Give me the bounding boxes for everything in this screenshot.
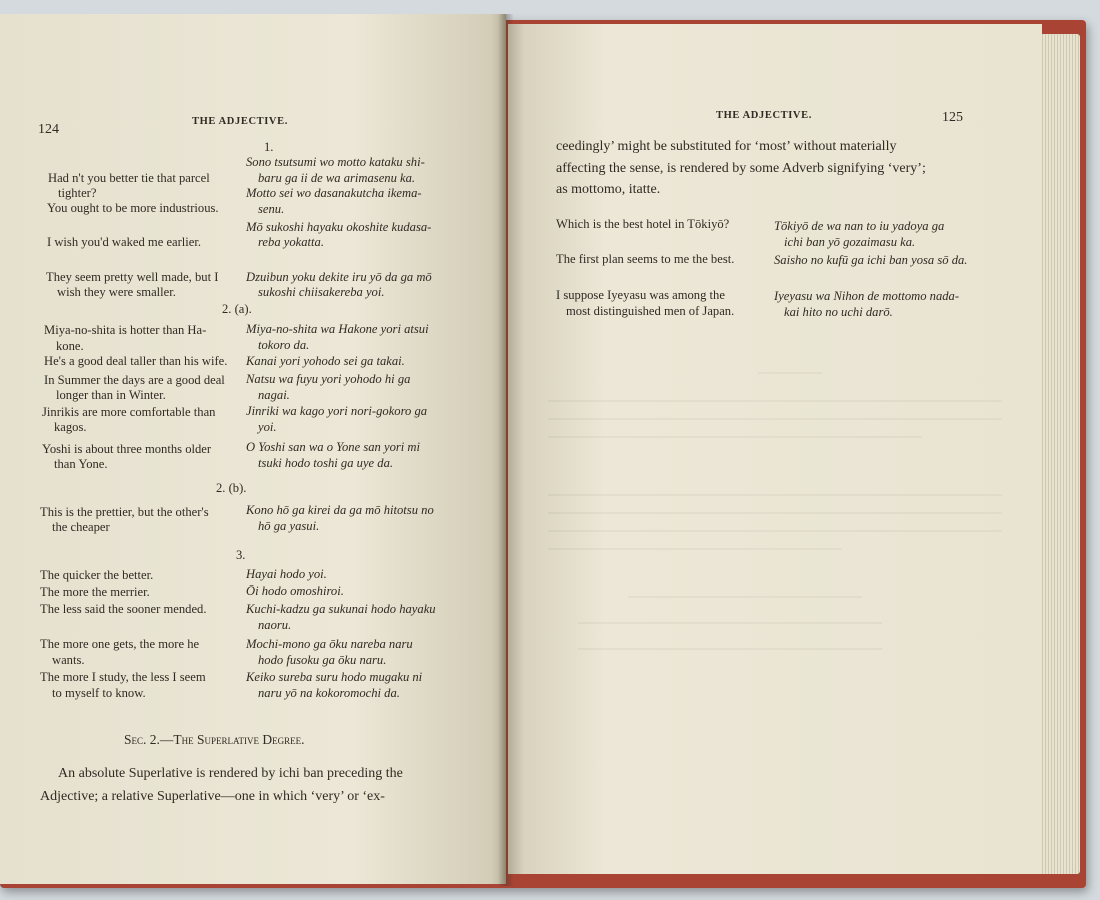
- example-japanese: ichi ban yō gozaimasu ka.: [784, 235, 916, 249]
- example-english: the cheaper: [52, 520, 110, 534]
- example-japanese: O Yoshi san wa o Yone san yori mi: [246, 440, 421, 454]
- example-english: than Yone.: [54, 457, 108, 471]
- example-japanese: naoru.: [258, 618, 292, 632]
- show-through: [548, 512, 1002, 514]
- example-english: You ought to be more industrious.: [47, 201, 219, 215]
- example-english: The first plan seems to me the best.: [556, 252, 735, 266]
- example-japanese: Miya-no-shita wa Hakone yori atsui: [246, 322, 429, 336]
- example-japanese: Keiko sureba suru hodo mugaku ni: [246, 670, 423, 684]
- example-english: Which is the best hotel in Tōkiyō?: [556, 217, 730, 231]
- show-through: [548, 548, 842, 550]
- show-through: [548, 418, 1002, 420]
- example-japanese: tokoro da.: [258, 338, 310, 352]
- example-japanese: Kono hō ga kirei da ga mō hitotsu no: [246, 503, 434, 517]
- example-english: The more one gets, the more he: [40, 637, 200, 651]
- left-running-head: THE ADJECTIVE.: [192, 116, 288, 127]
- example-english: wish they were smaller.: [57, 285, 176, 299]
- example-japanese: reba yokatta.: [258, 235, 324, 249]
- example-japanese: senu.: [258, 202, 285, 216]
- example-japanese: Saisho no kufū ga ichi ban yosa sō da.: [774, 253, 968, 267]
- example-english: longer than in Winter.: [56, 388, 166, 402]
- example-japanese: Tōkiyō de wa nan to iu yadoya ga: [774, 219, 945, 233]
- right-page-number: 125: [942, 110, 963, 125]
- example-english: The more the merrier.: [40, 585, 150, 599]
- example-japanese: tsuki hodo toshi ga uye da.: [258, 456, 394, 470]
- example-english: I suppose Iyeyasu was among the: [556, 288, 725, 302]
- example-english: Jinrikis are more comfortable than: [42, 405, 216, 419]
- example-japanese: sukoshi chiisakereba yoi.: [258, 285, 385, 299]
- example-japanese: hodo fusoku ga ōku naru.: [258, 653, 387, 667]
- example-english: wants.: [52, 653, 85, 667]
- example-japanese: nagai.: [258, 388, 290, 402]
- example-japanese: naru yō na kokoromochi da.: [258, 686, 400, 700]
- example-japanese: hō ga yasui.: [258, 519, 320, 533]
- show-through: [578, 622, 882, 624]
- example-english: The quicker the better.: [40, 568, 154, 582]
- show-through: [548, 494, 1002, 496]
- example-english: Miya-no-shita is hotter than Ha-: [44, 323, 207, 337]
- example-japanese: Sono tsutsumi wo motto kataku shi-: [246, 155, 425, 169]
- right-running-head: THE ADJECTIVE.: [716, 110, 812, 121]
- section-heading: Sec. 2.—The Superlative Degree.: [124, 732, 305, 747]
- show-through: [628, 596, 862, 598]
- paragraph-line: ceedingly’ might be substituted for ‘most’ without materially: [556, 139, 897, 154]
- section-2a-label: 2. (a).: [222, 302, 252, 316]
- paragraph-line: affecting the sense, is rendered by some Adverb signifying ‘very’;: [556, 161, 926, 176]
- paragraph-line: as mottomo, itatte.: [556, 182, 661, 197]
- example-english: Had n't you better tie that parcel: [48, 171, 210, 185]
- show-through: [548, 400, 1002, 402]
- paragraph-line: Adjective; a relative Superlative—one in which ‘very’ or ‘ex-: [40, 789, 385, 804]
- paragraph-line: An absolute Superlative is rendered by ichi ban preceding the: [58, 766, 403, 781]
- example-english: In Summer the days are a good deal: [44, 373, 225, 387]
- example-english: kone.: [56, 339, 84, 353]
- example-japanese: yoi.: [258, 420, 277, 434]
- page-edges: [1040, 34, 1080, 874]
- example-japanese: Kuchi-kadzu ga sukunai hodo hayaku: [246, 602, 436, 616]
- example-english: This is the prettier, but the other's: [40, 505, 209, 519]
- example-english: to myself to know.: [52, 686, 146, 700]
- section-3-label: 3.: [236, 548, 246, 562]
- show-through: [578, 648, 882, 650]
- example-english: They seem pretty well made, but I: [46, 270, 219, 284]
- show-through: [548, 436, 922, 438]
- example-japanese: kai hito no uchi darō.: [784, 305, 893, 319]
- example-japanese: Kanai yori yohodo sei ga takai.: [246, 354, 405, 368]
- example-japanese: Jinriki wa kago yori nori-gokoro ga: [246, 404, 428, 418]
- example-japanese: Ōi hodo omoshiroi.: [246, 584, 344, 598]
- example-english: most distinguished men of Japan.: [566, 304, 735, 318]
- show-through: [548, 530, 1002, 532]
- show-through: [758, 372, 822, 374]
- example-english: The more I study, the less I seem: [40, 670, 206, 684]
- section-1-label: 1.: [264, 140, 274, 154]
- example-japanese: Mochi-mono ga ōku nareba naru: [246, 637, 413, 651]
- example-japanese: Dzuibun yoku dekite iru yō da ga mō: [246, 270, 432, 284]
- left-page: [0, 14, 506, 884]
- section-2b-label: 2. (b).: [216, 481, 247, 495]
- example-japanese: Hayai hodo yoi.: [246, 567, 327, 581]
- example-english: I wish you'd waked me earlier.: [47, 235, 202, 249]
- example-japanese: baru ga ii de wa arimasenu ka.: [258, 171, 416, 185]
- example-japanese: Motto sei wo dasanakutcha ikema-: [246, 186, 422, 200]
- example-english: tighter?: [58, 186, 97, 200]
- example-english: He's a good deal taller than his wife.: [44, 354, 228, 368]
- example-english: kagos.: [54, 420, 87, 434]
- example-english: The less said the sooner mended.: [40, 602, 207, 616]
- right-page: [508, 24, 1042, 874]
- example-english: Yoshi is about three months older: [42, 442, 212, 456]
- example-japanese: Mō sukoshi hayaku okoshite kudasa-: [246, 220, 432, 234]
- example-japanese: Natsu wa fuyu yori yohodo hi ga: [246, 372, 411, 386]
- example-japanese: Iyeyasu wa Nihon de mottomo nada-: [774, 289, 960, 303]
- left-page-number: 124: [38, 122, 59, 137]
